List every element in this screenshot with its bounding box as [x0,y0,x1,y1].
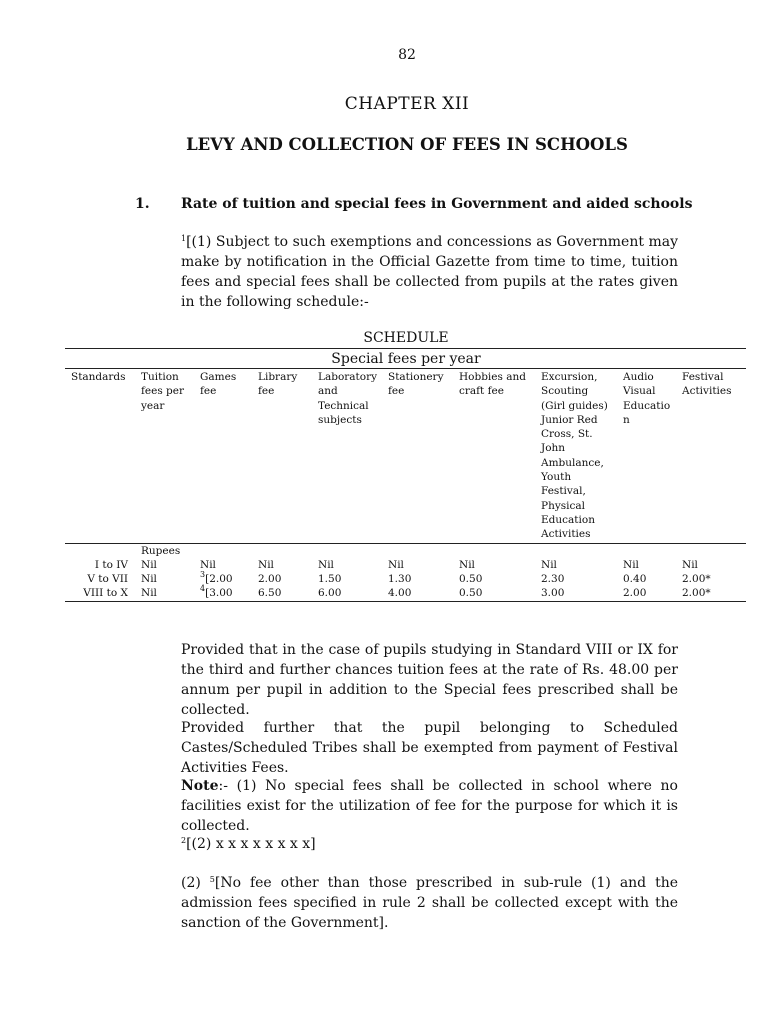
schedule-title: SCHEDULE [363,330,449,346]
cell-tuition: Nil [141,559,157,571]
note-label: Note [181,778,219,794]
header-audio-visual [623,370,670,427]
header-line: and [318,385,338,398]
cell-hobbies: 0.50 [459,573,483,585]
cell-festival: Nil [682,559,698,571]
header-line: Scouting [541,385,589,398]
header-line: Tuition [141,371,179,383]
cell-stationery: 1.30 [388,573,412,585]
header-games [200,370,236,399]
section-number: 1. [135,196,150,212]
header-line: n [623,413,630,426]
table-header-rule [65,368,746,369]
footnote-marker: 4 [200,584,206,593]
cell-excursion: 3.00 [541,587,565,599]
header-tuition [141,370,184,413]
header-line: Laboratory [318,371,378,383]
cell-games-value: [2.00 [205,573,233,585]
cell-games-value: [3.00 [205,587,233,599]
header-line: Festival, [541,485,586,498]
special-fees-title: Special fees per year [331,351,481,367]
header-line: Activities [682,385,732,398]
header-line: Activities [541,528,591,541]
clause-text: [No fee other than those prescribed in sub-rule (1) and the admission fees specified in rule 2 shall be collected except with the sanction of the Government]. [181,875,679,931]
header-line: Junior Red [541,413,598,426]
cell-games: Nil [200,559,216,571]
header-line: Visual [623,385,656,398]
header-laboratory [318,370,377,427]
header-line: Festival [682,371,724,383]
cell-laboratory: 1.50 [318,573,342,585]
cell-laboratory: Nil [318,559,334,571]
header-line: craft fee [459,385,504,398]
cell-stationery: 4.00 [388,587,412,599]
row-standard: I to IV [94,559,128,571]
intro-text: [(1) Subject to such exemptions and concessions as Government may make by notification in the Official Gazette from time to time, tuition fees and special fees shall be collected from pupils at the rates given in the following schedule:- [181,234,678,310]
page-number: 82 [398,47,416,63]
cell-stationery: Nil [388,559,404,571]
cell-festival: 2.00* [682,573,711,585]
header-line: Ambulance, [541,456,604,469]
header-hobbies [459,370,526,399]
cell-audio-visual: 0.40 [623,573,647,585]
cell-audio-visual: Nil [623,559,639,571]
cell-excursion: Nil [541,559,557,571]
footnote-marker: 5 [209,875,215,884]
header-line: John [541,442,566,455]
header-line: Youth [541,471,572,484]
cell-library: 2.00 [258,573,282,585]
header-line: Games [200,371,237,383]
cell-audio-visual: 2.00 [623,587,647,599]
clause-prefix: (2) [181,875,210,891]
header-line: Education [541,513,595,526]
header-line: Educatio [623,399,671,412]
intro-paragraph [181,232,678,312]
chapter-heading: CHAPTER XII [344,94,470,114]
page-title: LEVY AND COLLECTION OF FEES IN SCHOOLS [186,135,628,154]
header-line: Physical [541,499,586,512]
header-stationery [388,370,444,399]
header-line: fees per [141,385,184,398]
header-library [258,370,297,399]
proviso-paragraph: Provided further that the pupil belonging to Scheduled Castes/Scheduled Tribes shall be exempted from payment of Festival Activities Fees. [181,720,678,776]
cell-library: Nil [258,559,274,571]
cell-tuition: Nil [141,587,157,599]
cell-tuition: Nil [141,573,157,585]
table-bottom-rule [65,601,746,602]
row-standard: V to VII [87,573,128,585]
cell-hobbies: Nil [459,559,475,571]
header-line: Technical [318,399,369,412]
cell-library: 6.50 [258,587,282,599]
header-line: fee [200,385,217,398]
clause-2-paragraph [181,873,678,933]
header-standards: Standards [71,371,126,383]
cell-games [200,586,233,600]
header-line: subjects [318,413,362,426]
header-line: Hobbies and [459,371,526,383]
cell-hobbies: 0.50 [459,587,483,599]
header-festival [682,370,732,399]
header-excursion [541,370,608,542]
section-title: Rate of tuition and special fees in Government and aided schools [181,196,693,212]
header-line: Library [258,371,298,383]
header-line: Stationery [388,371,444,383]
note-paragraph [181,776,678,836]
omitted-clause [181,834,678,854]
header-line: Cross, St. [541,428,593,441]
header-line: year [141,399,165,412]
note-text: :- (1) No special fees shall be collected in school where no facilities exist for the utilization of fee for the purpose for which it is collected. [181,778,678,834]
header-line: fee [388,385,405,398]
proviso-paragraph: Provided that in the case of pupils studying in Standard VIII or IX for the third and further chances tuition fees at the rate of Rs. 48.00 per annum per pupil in addition to the Special fees prescribed shall be collected. [181,642,678,718]
rupees-label: Rupees [141,545,181,557]
cell-excursion: 2.30 [541,573,565,585]
footnote-marker: 3 [200,570,206,579]
cell-festival: 2.00* [682,587,711,599]
cell-laboratory: 6.00 [318,587,342,599]
table-top-rule [65,348,746,349]
footnote-marker: 2 [181,836,187,845]
header-line: fee [258,385,275,398]
header-line: Audio [623,371,654,383]
footnote-marker: 1 [181,234,187,243]
row-standard: VIII to X [83,587,128,599]
header-line: (Girl guides) [541,399,608,412]
header-line: Excursion, [541,371,598,383]
omitted-text: [(2) x x x x x x x x] [186,836,316,852]
